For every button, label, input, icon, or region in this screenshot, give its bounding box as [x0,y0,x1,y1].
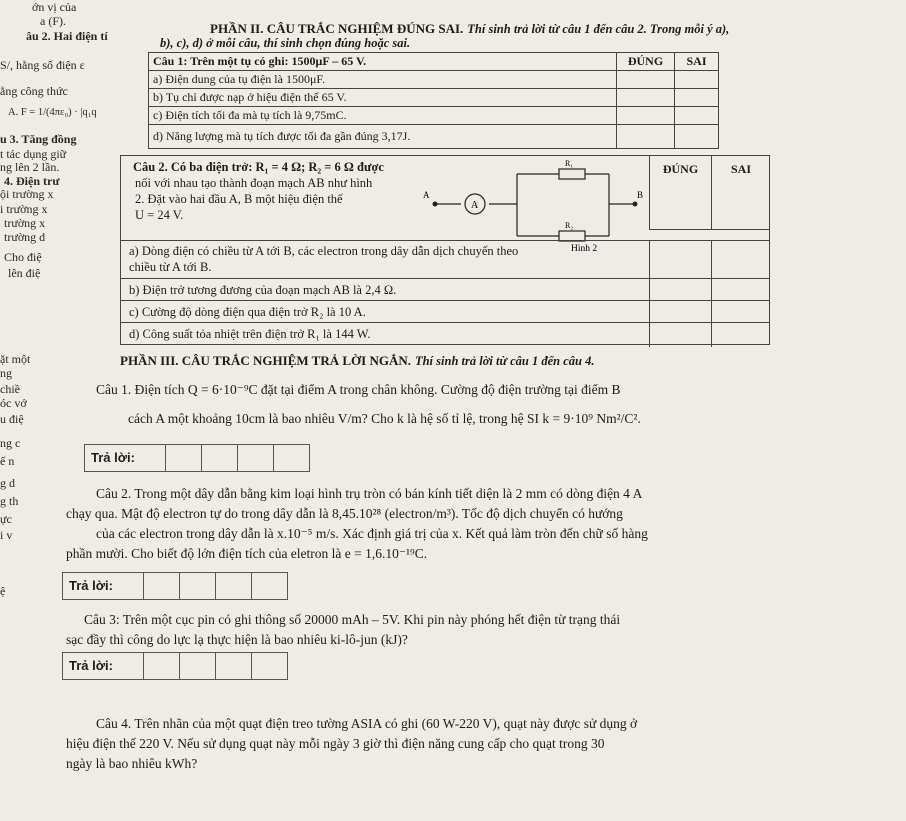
answer-label: Trả lời: [62,572,144,600]
p3-q1-line1: Câu 1. Điện tích Q = 6·10⁻⁹C đặt tại điểm A trong chân không. Cường độ điện trường tại điểm B [96,382,621,397]
q2-item-d: d) Công suất tỏa nhiệt trên điện trở R₁ là 144 W. [129,327,371,341]
left-fragment: A. F = 1/(4πε₀) · |q₁q [8,107,97,118]
fig-label-a: A [423,190,430,200]
q1-c-true-cell[interactable] [617,107,675,125]
answer-cell[interactable] [238,444,274,472]
left-fragment: ớn vị của [32,0,77,14]
q2-item-c: c) Cường độ dòng điện qua điện trở R₂ là 10 A. [129,305,366,319]
answer-label: Trả lời: [62,652,144,680]
q2-stem-4: U = 24 V. [135,208,184,222]
q2-col-true-header: ĐÚNG [649,156,711,230]
q2-stem-3: 2. Đặt vào hai đầu A, B một hiệu điện thế [135,192,343,206]
q1-item-a: a) Điện dung của tụ điện là 1500μF. [149,71,617,89]
p3-q3-answer [62,652,288,680]
part3-header [120,352,594,370]
left-fragment: a (F). [40,14,66,28]
p3-q3-line2: sạc đầy thì công do lực lạ thực hiện là bao nhiêu ki-lô-jun (kJ)? [66,632,408,647]
answer-cell[interactable] [216,652,252,680]
q2-stem-2: nối với nhau tạo thành đoạn mạch AB như hình [135,176,373,190]
p3-q3-line1: Câu 3: Trên một cục pin có ghi thông số 20000 mAh – 5V. Khi pin này phóng hết điện từ trạng thái [84,612,621,627]
answer-cell[interactable] [144,572,180,600]
q2-d-true-cell[interactable] [649,323,711,347]
part2-instruction-2: b), c), d) ở mỗi câu, thí sinh chọn đúng hoặc sai. [160,36,411,50]
part2-instruction-1: Thí sinh trả lời từ câu 1 đến câu 2. Trong mỗi ý a), [467,22,730,36]
fig-label-r1: R₁ [565,160,574,168]
q1-a-true-cell[interactable] [617,71,675,89]
left-fragment: ặt một [0,352,31,366]
q2-a-true-cell[interactable] [649,241,711,279]
answer-cell[interactable] [180,652,216,680]
p3-q4-line2: hiệu điện thế 220 V. Nếu sử dụng quạt này mỗi ngày 3 giờ thì điện năng cung cấp cho quạt trong 30 [66,736,605,751]
q2-c-true-cell[interactable] [649,301,711,323]
part3-title: PHẦN III. CÂU TRẮC NGHIỆM TRẢ LỜI NGẮN. [120,353,411,368]
left-fragment: 4. Điện trư [4,174,60,188]
fig-caption: Hình 2 [571,244,598,252]
p3-q1-answer [84,444,310,472]
p3-q2-line4: phần mười. Cho biết độ lớn điện tích của eletron là e = 1,6.10⁻¹⁹C. [66,546,428,561]
left-fragment: t tác dụng giữ [0,147,67,161]
left-fragment: u điệ [0,412,24,426]
q2-stem-1: Câu 2. Có ba điện trở: R₁ = 4 Ω; R₂ = 6 Ω được [133,160,384,174]
part2-q1-table [148,52,719,149]
q2-b-false-cell[interactable] [711,279,770,301]
p3-q4-line1: Câu 4. Trên nhãn của một quạt điện treo tường ASIA có ghi (60 W-220 V), quạt này được sử dụng ở [96,716,638,731]
q2-row-a [121,241,770,279]
answer-label: Trả lời: [84,444,166,472]
answer-cell[interactable] [202,444,238,472]
fig-label-b: B [637,190,644,200]
p3-q2-line2: chạy qua. Mật độ electron tự do trong dây dẫn là 8,45.10²⁸ (electron/m³). Tốc độ dịch chuyển có hướng [66,506,623,521]
q1-item-d: d) Năng lượng mà tụ tích được tối đa gần đúng 3,17J. [149,125,617,149]
col-true-header: ĐÚNG [617,53,675,71]
p3-q4-line3: ngày là bao nhiêu kWh? [66,756,198,771]
left-fragment: ng c [0,436,21,450]
part3-instruction: Thí sinh trả lời từ câu 1 đến câu 4. [414,354,595,368]
p3-q2-line1: Câu 2. Trong một dây dẫn bằng kim loại hình trụ tròn có bán kính tiết diện là 2 mm có dòng điện 4 A [96,486,643,501]
q2-circuit-figure [421,160,661,252]
q2-item-a: a) Dòng điện có chiều từ A tới B, các electron trong dây dẫn dịch chuyển theo [129,244,519,258]
left-fragment: ng [0,366,12,380]
left-fragment: ằng công thức [0,84,68,98]
q2-items [121,240,770,346]
col-false-header: SAI [675,53,719,71]
left-fragment: trường x [4,216,46,230]
q2-item-a-cont: chiều từ A tới B. [129,260,212,274]
q2-c-false-cell[interactable] [711,301,770,323]
part2-q2-box [120,155,770,345]
q1-b-false-cell[interactable] [675,89,719,107]
left-fragment: âu 2. Hai điện tí [26,29,108,43]
q1-a-false-cell[interactable] [675,71,719,89]
q1-item-b: b) Tụ chỉ được nạp ở hiệu điện thế 65 V. [149,89,617,107]
part2-title: PHẦN II. CÂU TRẮC NGHIỆM ĐÚNG SAI. [210,21,464,36]
left-fragment: i trường x [0,202,48,216]
answer-cell[interactable] [144,652,180,680]
q2-col-false-header: SAI [711,156,770,230]
answer-cell[interactable] [166,444,202,472]
q2-b-true-cell[interactable] [649,279,711,301]
left-fragment: g th [0,494,19,508]
answer-cell[interactable] [252,572,288,600]
q1-d-false-cell[interactable] [675,125,719,149]
answer-cell[interactable] [180,572,216,600]
left-fragment: lên điệ [8,266,41,280]
q2-d-false-cell[interactable] [711,323,770,347]
q1-item-c: c) Điện tích tối đa mà tụ tích là 9,75mC. [149,107,617,125]
q1-b-true-cell[interactable] [617,89,675,107]
p3-q2-line3: của các electron trong dây dẫn là x.10⁻⁵ m/s. Xác định giá trị của x. Kết quả làm tròn đến chữ số hàng [96,526,648,541]
q2-row-c [121,301,770,323]
left-fragment: i v [0,528,13,542]
left-fragment: ực [0,512,12,526]
p3-q2-answer [62,572,288,600]
left-fragment: chiề [0,382,20,396]
q2-item-b: b) Điện trở tương đương của đoạn mạch AB là 2,4 Ω. [129,283,397,297]
q1-stem: Câu 1: Trên một tụ có ghi: 1500μF – 65 V. [149,53,617,71]
q2-a-false-cell[interactable] [711,241,770,279]
left-fragment: ng lên 2 lần. [0,160,60,174]
fig-ammeter-label: A [471,200,479,211]
p3-q1-line2: cách A một khoảng 10cm là bao nhiêu V/m? Cho k là hệ số tỉ lệ, trong hệ SI k = 9·10⁹ Nm²/C². [128,411,641,426]
q1-c-false-cell[interactable] [675,107,719,125]
fig-label-r2: R₂ [565,221,574,230]
left-fragment: ội trường x [0,187,54,201]
answer-cell[interactable] [252,652,288,680]
answer-cell[interactable] [274,444,310,472]
left-fragment: g d [0,476,15,490]
left-fragment: S/, hằng số điện ε [0,58,85,72]
left-fragment: ế n [0,454,15,468]
left-fragment: óc vớ [0,396,27,410]
q2-row-d [121,323,770,347]
left-fragment: trường d [4,230,46,244]
left-fragment: u 3. Tăng đồng [0,132,77,146]
left-fragment: Cho điệ [4,250,42,264]
left-fragment: ệ [0,584,6,598]
answer-cell[interactable] [216,572,252,600]
q2-row-b [121,279,770,301]
q1-d-true-cell[interactable] [617,125,675,149]
